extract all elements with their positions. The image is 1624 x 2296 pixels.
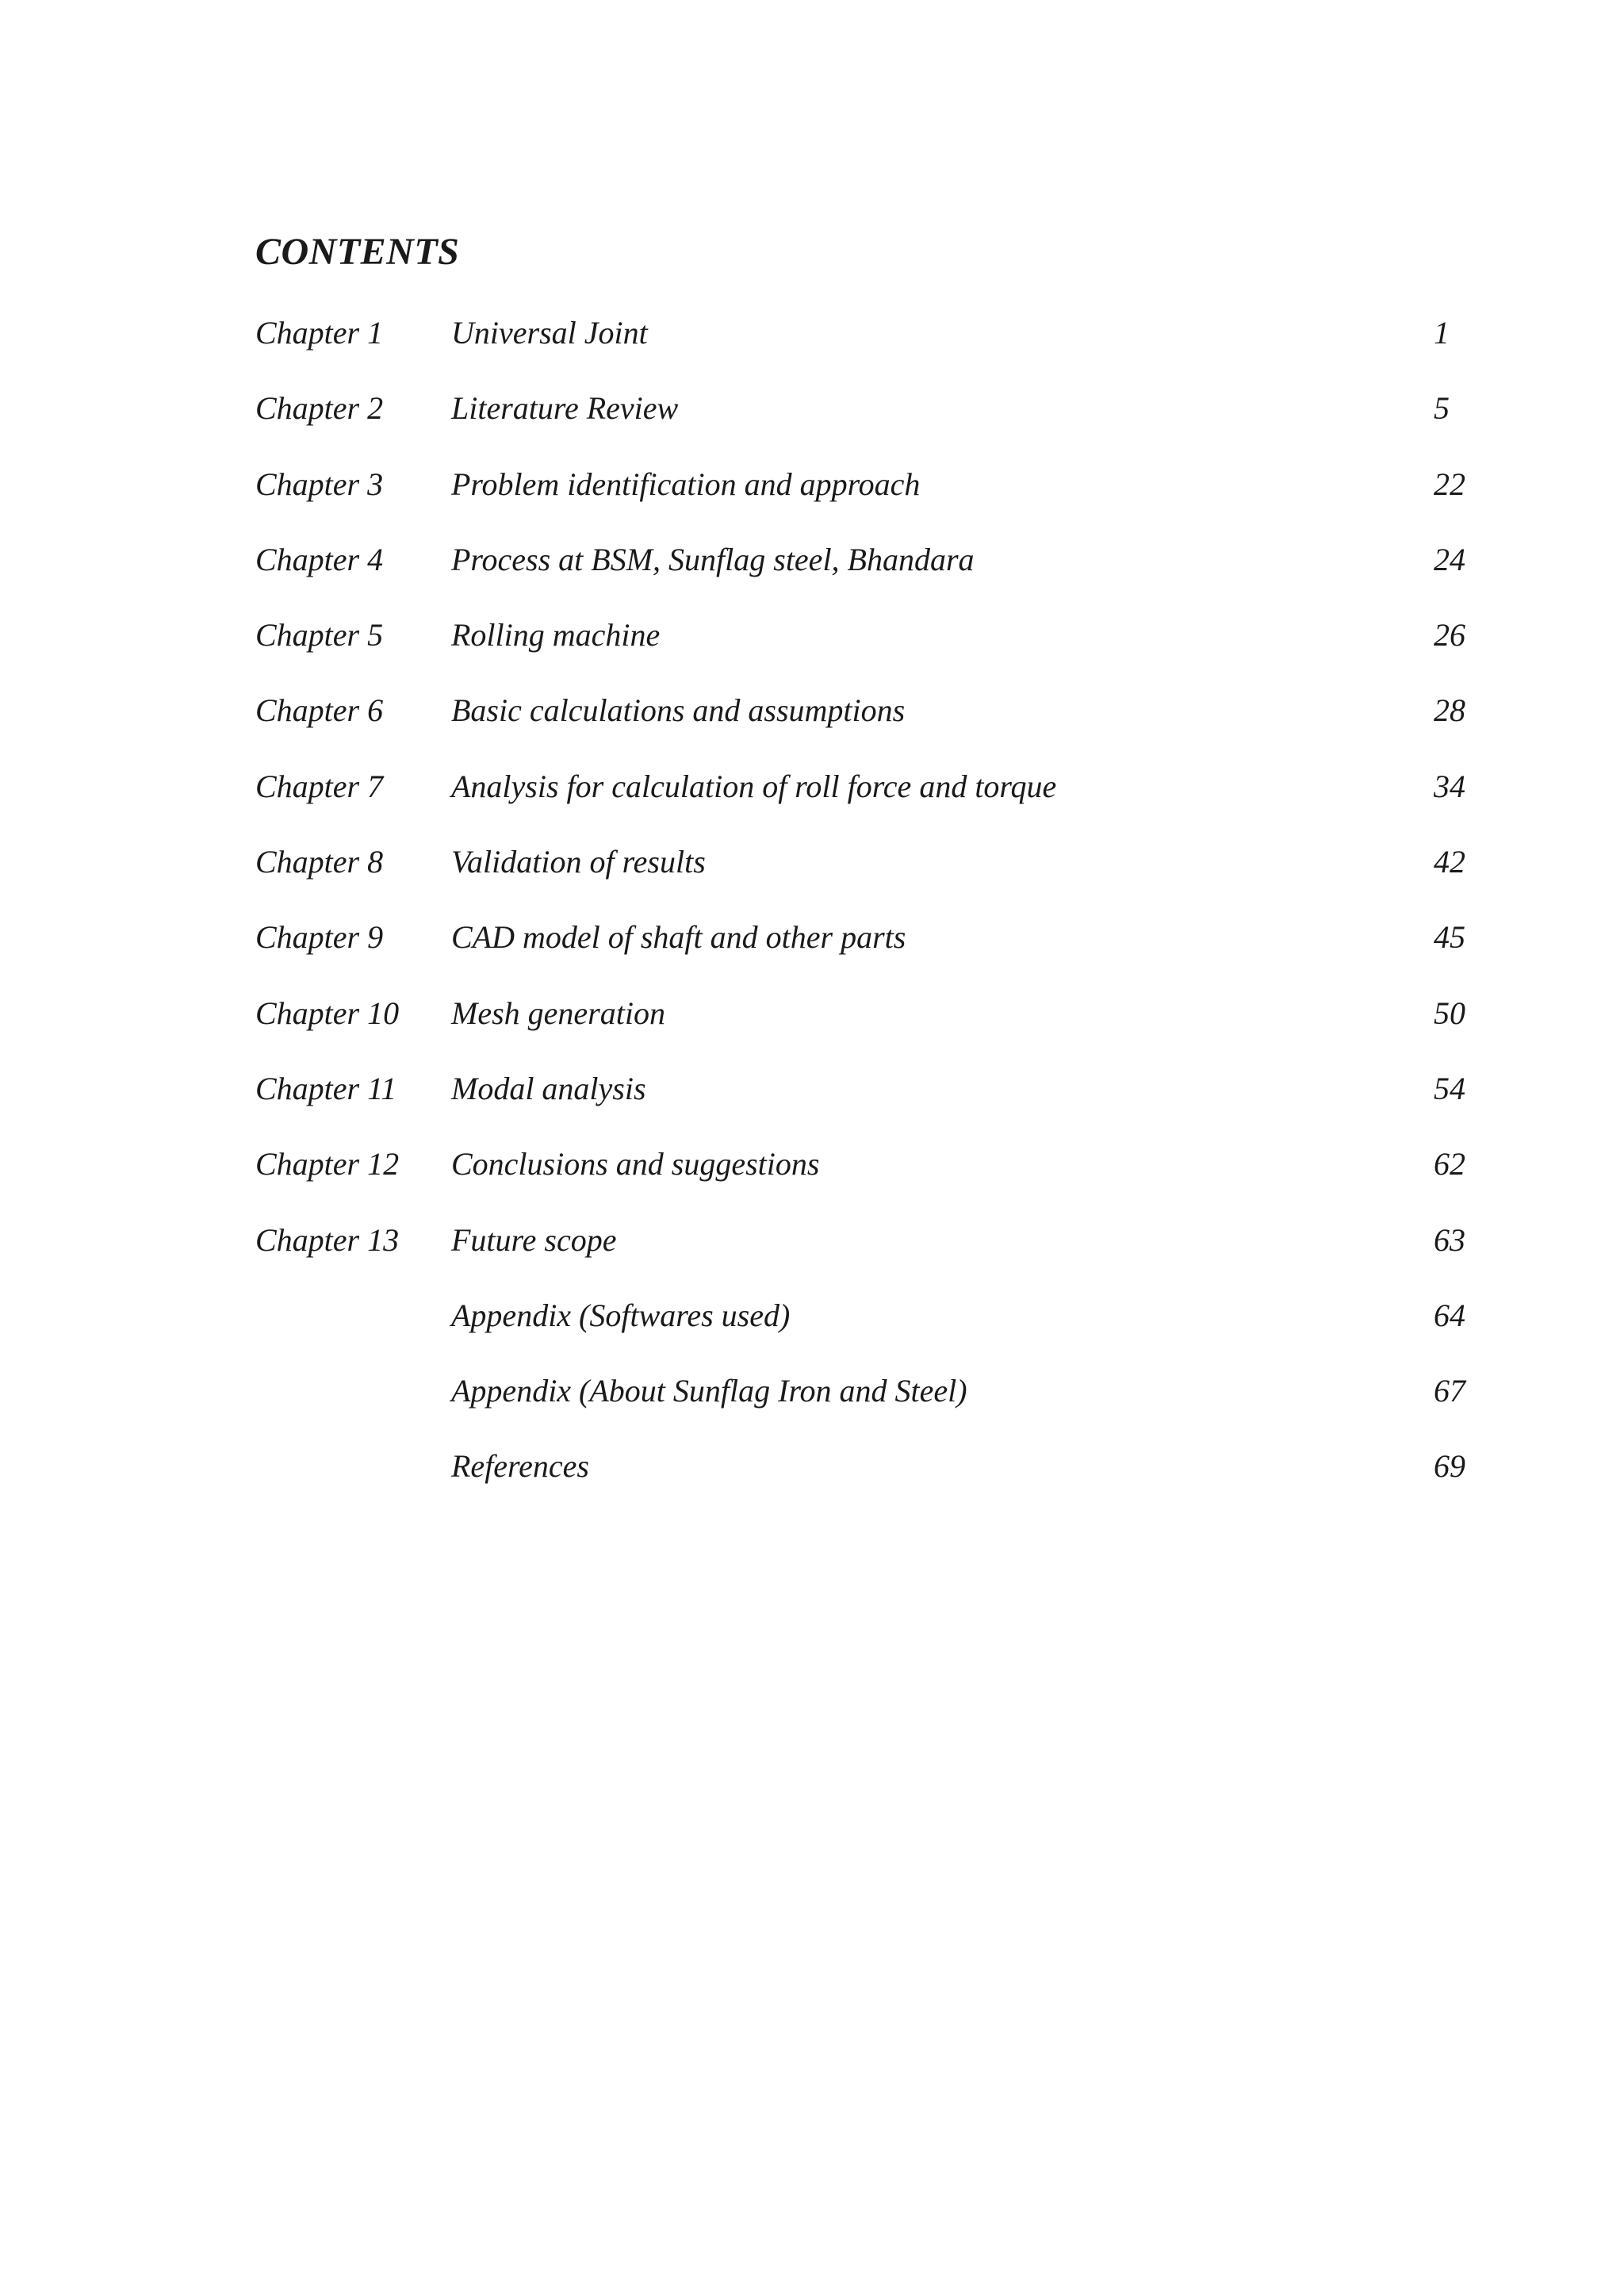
toc-entry-title: Mesh generation (451, 995, 665, 1031)
toc-entry-title: Process at BSM, Sunflag steel, Bhandara (451, 541, 975, 577)
toc-entry-title: Rolling machine (451, 617, 661, 654)
toc-chapter-label: Chapter 4 (255, 541, 384, 577)
toc-page-number: 63 (1434, 1221, 1465, 1258)
toc-entry-title: Problem identification and approach (451, 466, 921, 502)
toc-chapter-label: Chapter 12 (255, 1146, 400, 1182)
toc-entry (255, 615, 1469, 690)
toc-page-number: 22 (1434, 466, 1465, 502)
toc-entry (255, 1295, 1469, 1370)
toc-page-number: 34 (1434, 768, 1465, 804)
toc-entry-title: CAD model of shaft and other parts (451, 919, 906, 956)
toc-page-number: 42 (1434, 844, 1465, 880)
toc-chapter-label: Chapter 9 (255, 919, 384, 956)
contents-heading: CONTENTS (255, 231, 460, 273)
toc-entry (255, 312, 1469, 388)
toc-chapter-label: Chapter 8 (255, 844, 384, 880)
toc-chapter-label: Chapter 2 (255, 390, 384, 427)
toc-chapter-label: Chapter 7 (255, 768, 384, 804)
toc-entry-title: References (451, 1448, 589, 1485)
toc-entry-title: Appendix (About Sunflag Iron and Steel) (451, 1373, 967, 1409)
toc-chapter-label: Chapter 5 (255, 617, 384, 654)
toc-entry (255, 539, 1469, 615)
toc-page-number: 1 (1434, 315, 1450, 351)
toc-page-number: 64 (1434, 1297, 1465, 1333)
table-of-contents (255, 312, 1469, 1522)
toc-chapter-label: Chapter 6 (255, 692, 384, 729)
toc-entry-title: Analysis for calculation of roll force and torque (451, 768, 1057, 804)
toc-chapter-label: Chapter 13 (255, 1221, 400, 1258)
toc-entry (255, 1068, 1469, 1144)
toc-entry (255, 1220, 1469, 1295)
toc-page-number: 5 (1434, 390, 1450, 427)
toc-entry-title: Future scope (451, 1221, 617, 1258)
toc-entry (255, 1144, 1469, 1219)
toc-chapter-label: Chapter 11 (255, 1070, 397, 1106)
toc-page-number: 26 (1434, 617, 1465, 654)
toc-entry (255, 1370, 1469, 1446)
toc-entry-title: Modal analysis (451, 1070, 646, 1106)
toc-entry (255, 690, 1469, 765)
toc-entry (255, 766, 1469, 841)
toc-entry-title: Universal Joint (451, 315, 648, 351)
toc-page-number: 69 (1434, 1448, 1465, 1485)
toc-entry (255, 917, 1469, 992)
toc-page-number: 45 (1434, 919, 1465, 956)
toc-entry-title: Literature Review (451, 390, 679, 427)
toc-page-number: 24 (1434, 541, 1465, 577)
toc-entry (255, 1446, 1469, 1521)
toc-chapter-label: Chapter 3 (255, 466, 384, 502)
toc-entry-title: Validation of results (451, 844, 706, 880)
toc-entry-title: Basic calculations and assumptions (451, 692, 906, 729)
toc-page-number: 67 (1434, 1373, 1465, 1409)
toc-page-number: 28 (1434, 692, 1465, 729)
toc-page-number: 62 (1434, 1146, 1465, 1182)
toc-entry (255, 464, 1469, 539)
toc-chapter-label: Chapter 10 (255, 995, 400, 1031)
toc-entry (255, 388, 1469, 463)
toc-entry-title: Conclusions and suggestions (451, 1146, 820, 1182)
toc-entry-title: Appendix (Softwares used) (451, 1297, 791, 1333)
toc-entry (255, 993, 1469, 1068)
toc-chapter-label: Chapter 1 (255, 315, 384, 351)
toc-page-number: 54 (1434, 1070, 1465, 1106)
toc-entry (255, 841, 1469, 917)
toc-page-number: 50 (1434, 995, 1465, 1031)
